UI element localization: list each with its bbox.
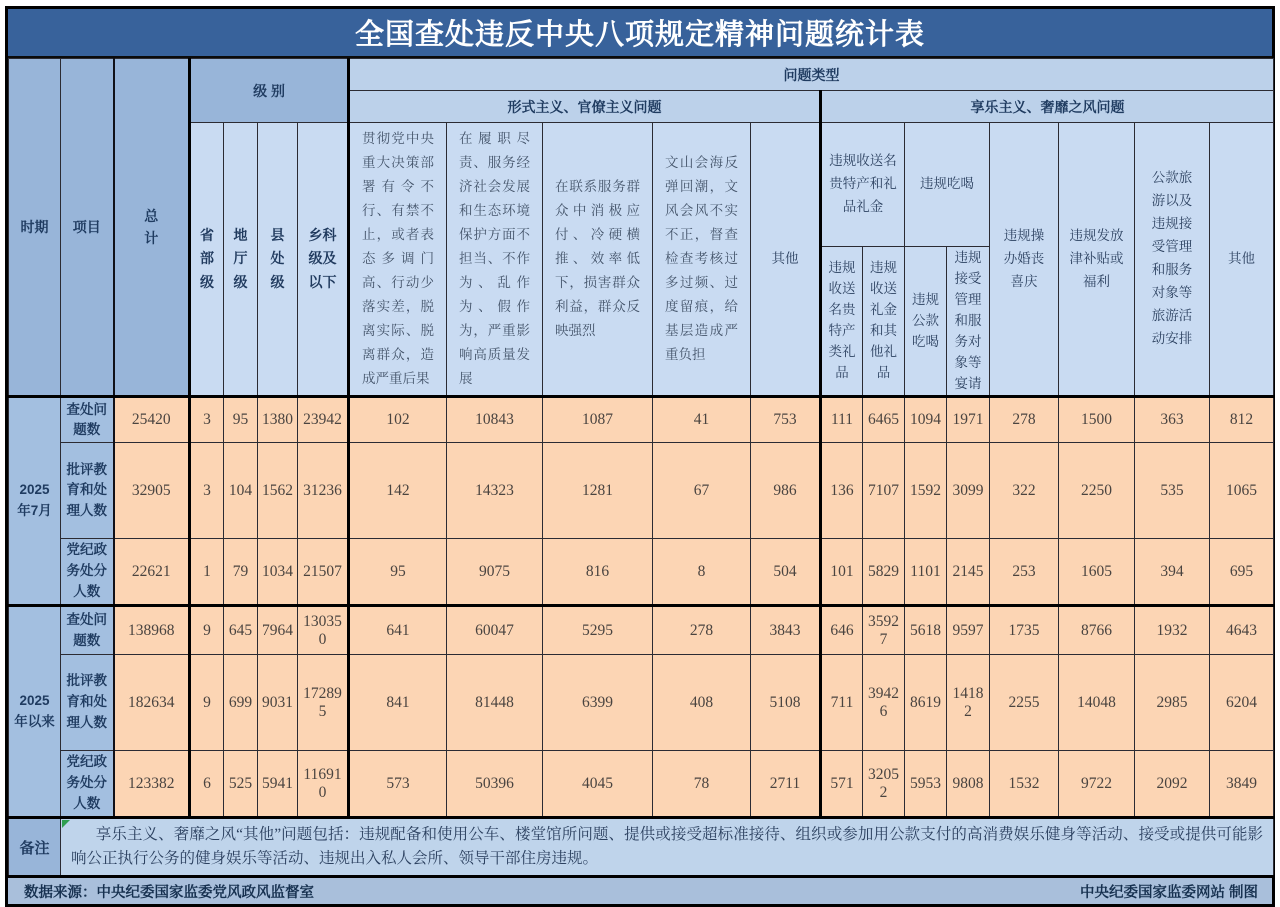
col-header-dining-banquet: 违规接受管理和服务对象等宴请 [947, 247, 990, 397]
value-cell: 573 [349, 751, 447, 818]
col-header-formalism-2: 在履职尽责、服务经济社会发展和生态环境保护方面不担当、不作为、乱作为、假作为，严重影响高质量发展 [447, 123, 543, 397]
col-header-gifts-specialty: 违规收送名贵特产类礼品 [821, 247, 863, 397]
value-cell: 78 [653, 751, 751, 818]
value-cell: 1500 [1059, 397, 1135, 443]
period-label: 2025年以来 [9, 606, 61, 818]
value-cell: 21507 [298, 539, 349, 606]
value-cell: 1065 [1210, 443, 1274, 539]
value-cell: 6465 [863, 397, 905, 443]
notes-row [9, 817, 1274, 875]
value-cell: 1605 [1059, 539, 1135, 606]
value-cell: 1562 [258, 443, 298, 539]
col-header-allowances: 违规发放津补贴或福利 [1059, 123, 1135, 397]
value-cell: 695 [1210, 539, 1274, 606]
value-cell: 3849 [1210, 751, 1274, 818]
value-cell: 253 [990, 539, 1059, 606]
value-cell: 7964 [258, 606, 298, 655]
value-cell: 136 [821, 443, 863, 539]
notes-text: 享乐主义、奢靡之风“其他”问题包括：违规配备和使用公车、楼堂馆所问题、提供或接受超标准接待、组织或参加用公款支付的高消费娱乐健身等活动、接受或提供可能影响公正执行公务的健身娱乐等活动、违规出入私人会所、领导干部住房违规。 [71, 826, 1264, 868]
value-cell: 571 [821, 751, 863, 818]
value-cell: 39426 [863, 655, 905, 751]
value-cell: 322 [990, 443, 1059, 539]
value-cell: 1281 [543, 443, 653, 539]
value-cell: 22621 [114, 539, 190, 606]
period-label: 2025年7月 [9, 397, 61, 606]
value-cell: 504 [751, 539, 821, 606]
value-cell: 81448 [447, 655, 543, 751]
col-group-hedonism: 享乐主义、奢靡之风问题 [821, 91, 1274, 123]
value-cell: 142 [349, 443, 447, 539]
value-cell: 101 [821, 539, 863, 606]
value-cell: 6399 [543, 655, 653, 751]
value-cell: 182634 [114, 655, 190, 751]
value-cell: 8619 [905, 655, 947, 751]
value-cell: 2092 [1135, 751, 1210, 818]
value-cell: 1735 [990, 606, 1059, 655]
value-cell: 79 [224, 539, 258, 606]
table-row [9, 606, 1274, 655]
value-cell: 1592 [905, 443, 947, 539]
value-cell: 278 [653, 606, 751, 655]
value-cell: 41 [653, 397, 751, 443]
col-header-item: 项目 [61, 59, 114, 397]
value-cell: 9 [190, 655, 224, 751]
col-header-period: 时期 [9, 59, 61, 397]
value-cell: 32905 [114, 443, 190, 539]
col-header-formalism-3: 在联系服务群众中消极应付、冷硬横推、效率低下，损害群众利益，群众反映强烈 [543, 123, 653, 397]
value-cell: 1932 [1135, 606, 1210, 655]
col-header-total: 总计 [114, 59, 190, 397]
credit-text: 中央纪委国家监委网站 制图 [1079, 884, 1258, 901]
value-cell: 2145 [947, 539, 990, 606]
value-cell: 9808 [947, 751, 990, 818]
row-label: 党纪政务处分人数 [61, 539, 114, 606]
row-label: 党纪政务处分人数 [61, 751, 114, 818]
col-group-formalism: 形式主义、官僚主义问题 [349, 91, 821, 123]
value-cell: 363 [1135, 397, 1210, 443]
col-group-dining: 违规吃喝 [905, 123, 990, 247]
value-cell: 23942 [298, 397, 349, 443]
value-cell: 123382 [114, 751, 190, 818]
value-cell: 1 [190, 539, 224, 606]
value-cell: 4643 [1210, 606, 1274, 655]
value-cell: 641 [349, 606, 447, 655]
value-cell: 2250 [1059, 443, 1135, 539]
value-cell: 14182 [947, 655, 990, 751]
value-cell: 9 [190, 606, 224, 655]
row-label: 批评教育和处理人数 [61, 443, 114, 539]
value-cell: 646 [821, 606, 863, 655]
value-cell: 2985 [1135, 655, 1210, 751]
value-cell: 812 [1210, 397, 1274, 443]
value-cell: 5941 [258, 751, 298, 818]
value-cell: 753 [751, 397, 821, 443]
col-group-level: 级 别 [190, 59, 349, 123]
value-cell: 525 [224, 751, 258, 818]
value-cell: 95 [349, 539, 447, 606]
value-cell: 3843 [751, 606, 821, 655]
value-cell: 6 [190, 751, 224, 818]
value-cell: 5108 [751, 655, 821, 751]
source-bar [8, 875, 1272, 904]
value-cell: 2711 [751, 751, 821, 818]
value-cell: 31236 [298, 443, 349, 539]
value-cell: 4045 [543, 751, 653, 818]
notes-label: 备注 [9, 817, 61, 875]
value-cell: 535 [1135, 443, 1210, 539]
value-cell: 3 [190, 397, 224, 443]
col-header-level-province: 省部级 [190, 123, 224, 397]
value-cell: 5295 [543, 606, 653, 655]
value-cell: 116910 [298, 751, 349, 818]
value-cell: 1034 [258, 539, 298, 606]
col-group-gifts: 违规收送名贵特产和礼品礼金 [821, 123, 905, 247]
value-cell: 816 [543, 539, 653, 606]
value-cell: 8 [653, 539, 751, 606]
col-group-problem-type: 问题类型 [349, 59, 1274, 91]
row-label: 查处问题数 [61, 606, 114, 655]
col-header-gifts-cash: 违规收送礼金和其他礼品 [863, 247, 905, 397]
table-row [9, 443, 1274, 539]
col-header-level-township: 乡科级及以下 [298, 123, 349, 397]
value-cell: 14323 [447, 443, 543, 539]
value-cell: 1532 [990, 751, 1059, 818]
value-cell: 2255 [990, 655, 1059, 751]
value-cell: 130350 [298, 606, 349, 655]
value-cell: 408 [653, 655, 751, 751]
comment-flag-icon [62, 820, 70, 828]
value-cell: 95 [224, 397, 258, 443]
row-label: 批评教育和处理人数 [61, 655, 114, 751]
table-title-text: 全国查处违反中央八项规定精神问题统计表 [354, 19, 925, 51]
value-cell: 9031 [258, 655, 298, 751]
value-cell: 1971 [947, 397, 990, 443]
value-cell: 10843 [447, 397, 543, 443]
value-cell: 699 [224, 655, 258, 751]
table-title [8, 9, 1272, 58]
table-row [9, 397, 1274, 443]
value-cell: 1087 [543, 397, 653, 443]
table-row [9, 655, 1274, 751]
value-cell: 5953 [905, 751, 947, 818]
value-cell: 711 [821, 655, 863, 751]
value-cell: 14048 [1059, 655, 1135, 751]
table-row [9, 751, 1274, 818]
value-cell: 1094 [905, 397, 947, 443]
col-header-formalism-other: 其他 [751, 123, 821, 397]
value-cell: 60047 [447, 606, 543, 655]
value-cell: 7107 [863, 443, 905, 539]
value-cell: 3 [190, 443, 224, 539]
table-row [9, 539, 1274, 606]
value-cell: 394 [1135, 539, 1210, 606]
value-cell: 172895 [298, 655, 349, 751]
statistics-table [8, 58, 1274, 875]
value-cell: 32052 [863, 751, 905, 818]
data-source-text: 数据来源：中央纪委国家监委党风政风监督室 [24, 884, 314, 901]
value-cell: 1380 [258, 397, 298, 443]
value-cell: 111 [821, 397, 863, 443]
value-cell: 645 [224, 606, 258, 655]
value-cell: 9597 [947, 606, 990, 655]
col-header-dining-public: 违规公款吃喝 [905, 247, 947, 397]
value-cell: 6204 [1210, 655, 1274, 751]
col-header-level-prefecture: 地厅级 [224, 123, 258, 397]
value-cell: 9722 [1059, 751, 1135, 818]
value-cell: 278 [990, 397, 1059, 443]
statistics-table-sheet [5, 6, 1275, 907]
col-header-formalism-4: 文山会海反弹回潮，文风会风不实不正，督查检查考核过多过频、过度留痕，给基层造成严重负担 [653, 123, 751, 397]
value-cell: 102 [349, 397, 447, 443]
value-cell: 1101 [905, 539, 947, 606]
value-cell: 67 [653, 443, 751, 539]
value-cell: 841 [349, 655, 447, 751]
col-header-travel: 公款旅游以及违规接受管理和服务对象等旅游活动安排 [1135, 123, 1210, 397]
notes-content [61, 817, 1274, 875]
col-header-level-county: 县处级 [258, 123, 298, 397]
value-cell: 50396 [447, 751, 543, 818]
value-cell: 25420 [114, 397, 190, 443]
value-cell: 104 [224, 443, 258, 539]
value-cell: 5618 [905, 606, 947, 655]
value-cell: 8766 [1059, 606, 1135, 655]
value-cell: 35927 [863, 606, 905, 655]
value-cell: 3099 [947, 443, 990, 539]
value-cell: 138968 [114, 606, 190, 655]
value-cell: 986 [751, 443, 821, 539]
value-cell: 9075 [447, 539, 543, 606]
value-cell: 5829 [863, 539, 905, 606]
col-header-formalism-1: 贯彻党中央重大决策部署有令不行、有禁不止，或者表态多调门高、行动少落实差，脱离实际、脱离群众，造成严重后果 [349, 123, 447, 397]
col-header-weddings: 违规操办婚丧喜庆 [990, 123, 1059, 397]
row-label: 查处问题数 [61, 397, 114, 443]
col-header-hedonism-other: 其他 [1210, 123, 1274, 397]
